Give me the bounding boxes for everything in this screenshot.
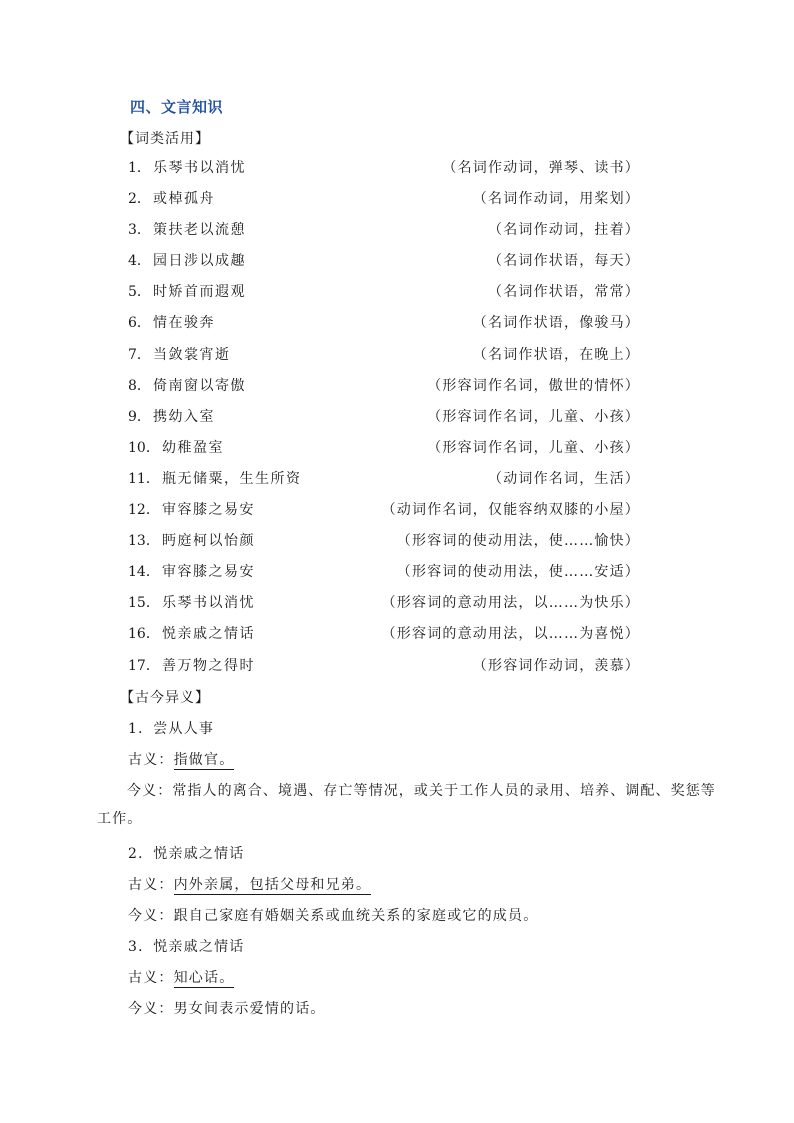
item-phrase: 善万物之得时 xyxy=(162,657,255,674)
item-phrase: 瓶无储粟，生生所资 xyxy=(162,470,302,487)
modern-text: 常指人的离合、境遇、存亡等情况，或关于工作人员的录用、培养、调配、奖惩等工作。 xyxy=(97,783,716,827)
list-item xyxy=(0,655,794,686)
item-number: 12． xyxy=(128,502,160,519)
item-phrase: 当敛裳宵逝 xyxy=(153,346,231,363)
gujin-item-title: 1．尝从人事 xyxy=(128,721,215,737)
gujin-ancient-meaning xyxy=(128,749,234,771)
gujin-ancient-meaning xyxy=(128,874,371,896)
gujin-modern-meaning xyxy=(97,777,717,833)
item-number: 5． xyxy=(128,284,151,301)
item-note: （形容词的意动用法，以……为快乐） xyxy=(381,595,640,612)
item-phrase: 乐琴书以消忧 xyxy=(162,595,255,612)
item-number: 15． xyxy=(128,595,160,612)
cilei-section-title: 【词类活用】 xyxy=(120,131,210,147)
list-item xyxy=(0,344,794,375)
item-phrase: 乐琴书以消忧 xyxy=(153,160,246,176)
list-item xyxy=(0,250,794,281)
item-phrase: 策扶老以流憩 xyxy=(153,222,246,239)
item-phrase: 眄庭柯以怡颜 xyxy=(162,533,255,550)
item-number: 17． xyxy=(128,657,160,674)
gujin-ancient-meaning xyxy=(128,967,234,989)
modern-text: 男女间表示爱情的话。 xyxy=(173,1001,326,1017)
item-number: 3． xyxy=(128,222,151,239)
list-item xyxy=(0,406,794,437)
item-number: 6． xyxy=(128,315,151,332)
gujin-modern-meaning xyxy=(128,905,538,927)
list-item xyxy=(0,219,794,250)
gujin-modern-meaning xyxy=(128,998,326,1020)
list-item xyxy=(0,437,794,468)
item-note: （形容词的意动用法，以……为喜悦） xyxy=(381,626,640,643)
list-item xyxy=(0,188,794,219)
list-item xyxy=(0,468,794,499)
item-phrase: 情在骏奔 xyxy=(153,315,215,332)
gujin-item-title: 3．悦亲戚之情话 xyxy=(128,939,245,955)
item-number: 13． xyxy=(128,533,160,550)
modern-text: 跟自己家庭有婚姻关系或血统关系的家庭或它的成员。 xyxy=(173,908,539,924)
item-number: 14． xyxy=(128,564,160,581)
ancient-label: 古义： xyxy=(128,752,174,768)
cilei-list xyxy=(0,157,794,686)
list-item xyxy=(0,157,794,188)
gujin-section-title: 【古今异义】 xyxy=(120,690,210,706)
item-phrase: 审容膝之易安 xyxy=(162,502,255,519)
item-phrase: 时矫首而遐观 xyxy=(153,284,246,301)
item-number: 1． xyxy=(128,160,151,176)
item-number: 7． xyxy=(128,346,151,363)
ancient-label: 古义： xyxy=(128,877,174,893)
item-phrase: 携幼入室 xyxy=(153,408,215,425)
item-number: 16． xyxy=(128,626,160,643)
modern-label: 今义： xyxy=(128,1001,174,1017)
item-number: 9． xyxy=(128,408,151,425)
item-note: （形容词作动词，羡慕） xyxy=(472,657,640,674)
item-number: 8． xyxy=(128,377,151,394)
item-note: （名词作状语，常常） xyxy=(488,284,640,301)
item-phrase: 审容膝之易安 xyxy=(162,564,255,581)
item-note: （名词作动词，用桨划） xyxy=(472,191,640,208)
gujin-item-title: 2．悦亲戚之情话 xyxy=(128,846,245,862)
item-phrase: 倚南窗以寄傲 xyxy=(153,377,246,394)
item-note: （形容词作名词，儿童、小孩） xyxy=(427,439,640,456)
list-item xyxy=(0,592,794,623)
list-item xyxy=(0,499,794,530)
modern-label: 今义： xyxy=(128,908,174,924)
item-phrase: 或棹孤舟 xyxy=(153,191,215,208)
list-item xyxy=(0,281,794,312)
item-note: （形容词作名词，傲世的情怀） xyxy=(427,377,640,394)
item-note: （动词作名词，仅能容纳双膝的小屋） xyxy=(381,502,640,519)
list-item xyxy=(0,375,794,406)
item-number: 2． xyxy=(128,191,151,208)
list-item xyxy=(0,312,794,343)
item-note: （名词作动词，弹琴、读书） xyxy=(442,160,640,176)
item-phrase: 幼稚盈室 xyxy=(162,439,224,456)
item-note: （动词作名词，生活） xyxy=(488,470,640,487)
item-note: （名词作状语，每天） xyxy=(488,253,640,270)
item-note: （形容词作名词，儿童、小孩） xyxy=(427,408,640,425)
list-item xyxy=(0,561,794,592)
list-item xyxy=(0,530,794,561)
item-note: （名词作状语，像骏马） xyxy=(472,315,640,332)
item-note: （形容词的使动用法，使……愉快） xyxy=(396,533,640,550)
item-phrase: 悦亲戚之情话 xyxy=(162,626,255,643)
item-note: （名词作动词，拄着） xyxy=(488,222,640,239)
item-number: 4． xyxy=(128,253,151,270)
ancient-text: 知心话。 xyxy=(173,970,235,986)
section-heading: 四、文言知识 xyxy=(130,98,224,116)
item-number: 11． xyxy=(128,470,160,487)
item-number: 10． xyxy=(128,439,160,456)
modern-label: 今义： xyxy=(127,783,173,799)
item-note: （名词作状语，在晚上） xyxy=(472,346,640,363)
item-note: （形容词的使动用法，使……安适） xyxy=(396,564,640,581)
item-phrase: 园日涉以成趣 xyxy=(153,253,246,270)
list-item xyxy=(0,623,794,654)
ancient-text: 指做官。 xyxy=(173,752,235,768)
ancient-text: 内外亲属，包括父母和兄弟。 xyxy=(173,877,372,893)
ancient-label: 古义： xyxy=(128,970,174,986)
